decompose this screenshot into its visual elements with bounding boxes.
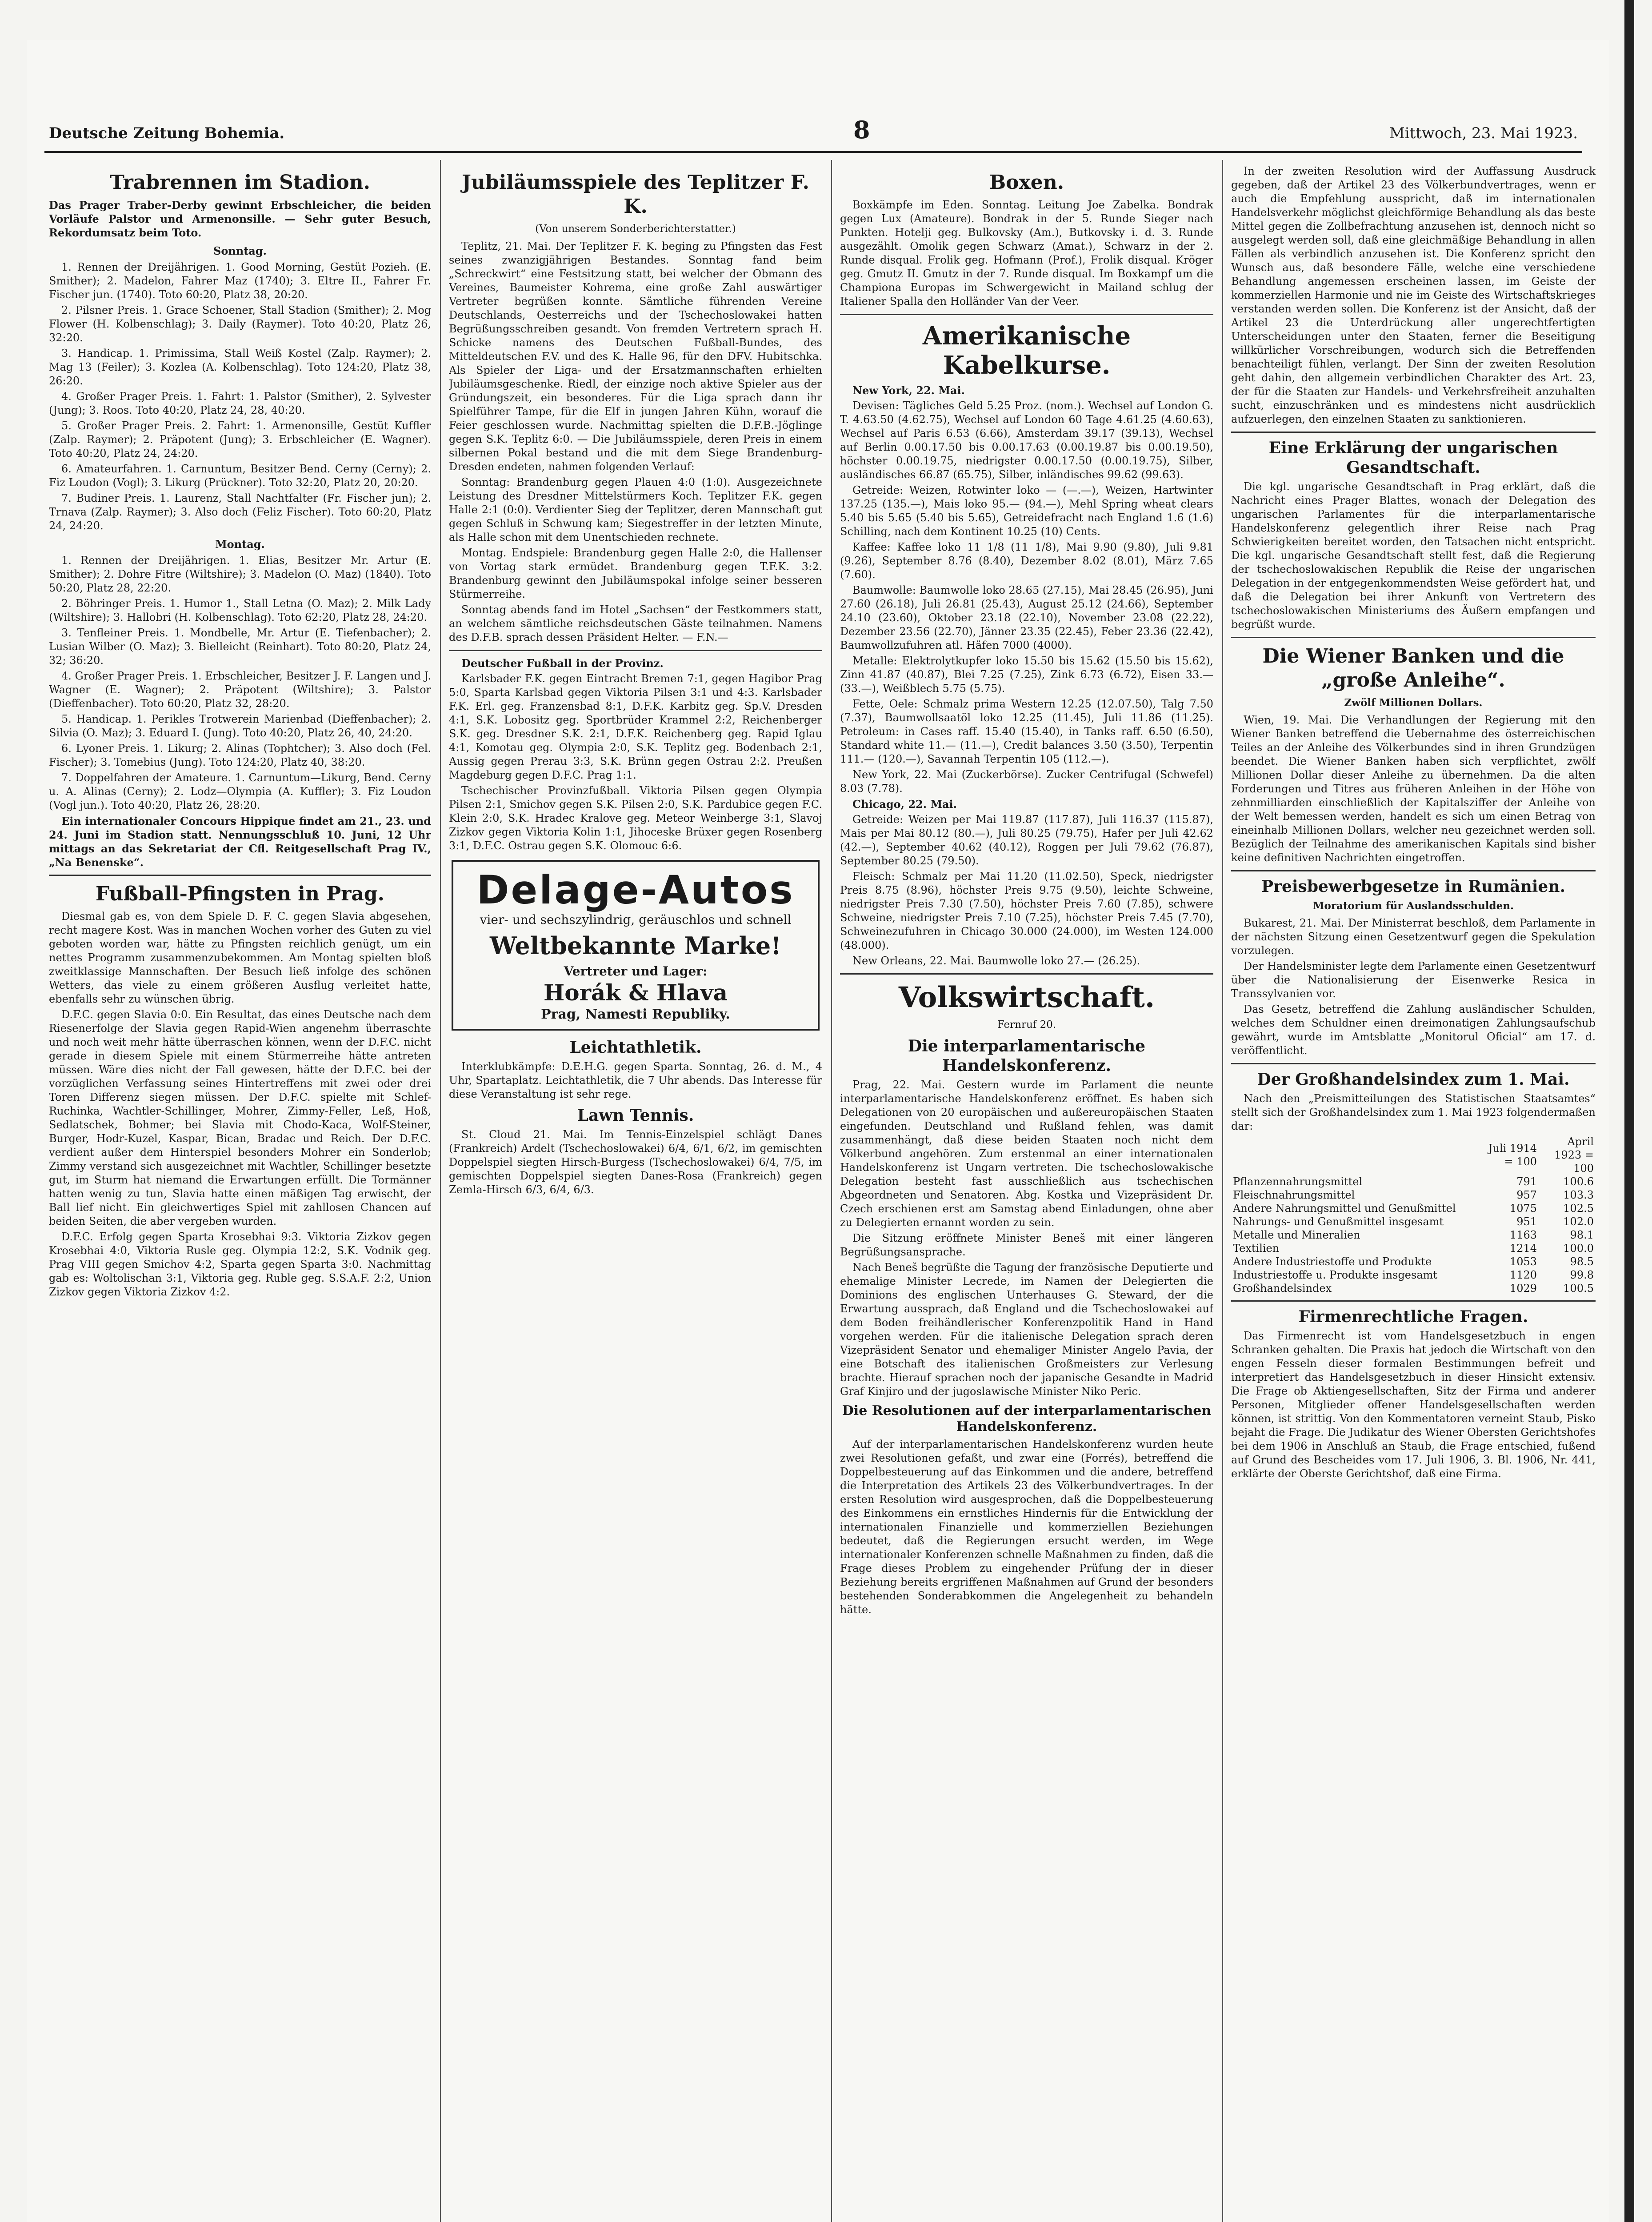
race-result: 6. Amateurfahren. 1. Carnuntum, Besitzer Bend. Cerny (Cerny); 2. Fiz Loudon (Vogl); 3. Likurg (Prückner). Toto 32:20, Platz 20, 20:20. [49,463,431,489]
issue-date: Mittwoch, 23. Mai 1923. [1389,124,1578,142]
column-3 [840,164,1213,2222]
table-cell: 102.0 [1563,1215,1594,1228]
market-paragraph: New Orleans, 22. Mai. Baumwolle loko 27.— (26.25). [852,955,1140,967]
headline-fussball-pfingsten: Fußball-Pfingsten in Prag. [96,883,384,905]
headline-volkswirtschaft: Volkswirtschaft. [898,981,1155,1014]
table-cell: Nahrungs- und Genußmittel insgesamt [1233,1215,1444,1228]
day-heading-monday: Montag. [215,538,265,551]
race-result: 7. Budiner Preis. 1. Laurenz, Stall Nachtfalter (Fr. Fischer jun); 2. Trnava (Zalp. Raymer); 3. Also doch (Feliz Fischer). Toto 60:20, Platz 24, 24:20. [49,492,431,532]
article-paragraph: Die Sitzung eröffnete Minister Beneš mit einer längeren Begrüßungsansprache. [840,1232,1213,1258]
page-number: 8 [853,116,870,144]
table-cell: 100.0 [1563,1242,1594,1255]
masthead [27,116,1609,147]
race-result: 5. Großer Prager Preis. 2. Fahrt: 1. Armenonsille, Gestüt Kuffler (Zalp. Raymer); 2. Präpotent (Jung); 3. Erbschleicher (E. Wagner). Toto 40:20, Platz 24, 24:20. [49,420,431,460]
advertisement-delage [452,860,820,1031]
headline-wiener-banken: Die Wiener Banken und die „große Anleihe“. [1262,645,1564,691]
article-paragraph: Montag. Endspiele: Brandenburg gegen Halle 2:0, die Hallenser von Vortag stark ermüdet. Brandenburg gegen T.F.K. 3:2. Brandenburg gewinnt den Jubiläumspokal infolge seiner besseren Stürmerreihe. [449,547,822,600]
headline-jubilaeum: Jubiläumsspiele des Teplitzer F. K. [462,171,809,218]
table-cell: Pflanzennahrungsmittel [1233,1175,1363,1188]
race-result: 4. Großer Prager Preis. 1. Fahrt: 1. Palstor (Smither), 2. Sylvester (Jung); 3. Roos. Toto 40:20, Platz 24, 28, 40:20. [49,390,431,416]
article-paragraph: Sonntag abends fand im Hotel „Sachsen“ der Festkommers statt, an welchem sämtliche reichsdeutschen Gäste teilnahmen. Namens des D.F.B. sprach dessen Präsident Helter. — F.N.— [449,603,822,643]
headline-leichtathletik: Leichtathletik. [569,1038,702,1057]
column-4 [1231,164,1596,2222]
section-rule [449,650,822,651]
table-cell: Andere Nahrungsmittel und Genußmittel [1233,1202,1456,1215]
table-row [1231,1215,1596,1228]
ad-rep-label: Vertreter und Lager: [564,964,708,979]
article-paragraph: Bukarest, 21. Mai. Der Ministerrat beschloß, dem Parlamente in der nächsten Sitzung einen Gesetzentwurf gegen die Spekulation vorzulegen. [1231,917,1596,957]
table-cell: 1120 [1509,1269,1537,1281]
race-result: 5. Handicap. 1. Perikles Trotwerein Marienbad (Dieffenbacher); 2. Silvia (O. Maz); 3. Eduard I. (Jung). Toto 40:20, Platz 26, 40, 24:20. [49,713,431,739]
table-cell: 103.3 [1563,1189,1594,1201]
table-cell: 100.6 [1563,1175,1594,1188]
section-rule [840,314,1213,315]
section-rule [1231,1063,1596,1064]
race-result: 4. Großer Prager Preis. 1. Erbschleicher, Besitzer J. F. Langen und J. Wagner (E. Wagner); 2. Präpotent (Wiltshire); 3. Palstor (Dieffenbacher). Toto 60:20, Platz 32, 28:20. [49,670,431,710]
article-paragraph: Wien, 19. Mai. Die Verhandlungen der Regierung mit den Wiener Banken betreffend die Uebernahme des österreichischen Teiles an der Anleihe des Völkerbundes sind in ihren Grundzügen beendet. Die Wiener Banken haben sich verpflichtet, zwölf Millionen Dollar dieser Anleihe zu übernehmen. Da die alten Forderungen und Titres aus früheren Anleihen in der Höhe von zehnmilliarden einschließlich der Kapitalsziffer der Anleihe von der Welt bemessen werden, handelt es sich um einen Betrag von eineinhalb Millionen Dollars, welcher neu gezeichnet werden soll. Bezüglich der Teilnahme des amerikanischen Kapitals sind bisher keine definitiven Nachrichten eingetroffen. [1231,714,1596,864]
table-cell: 100.5 [1563,1282,1594,1295]
table-cell: 1029 [1509,1282,1537,1295]
page-edge [1624,0,1634,2222]
dateline: New York, 22. Mai. [852,384,965,397]
article-paragraph: Karlsbader F.K. gegen Eintracht Bremen 7:1, gegen Hagibor Prag 5:0, Sparta Karlsbad gegen Viktoria Pilsen 3:1 und 4:3. Karlsbader F.K. Erl. geg. Franzensbad 8:1, D.F.K. Karbitz geg. Sp.V. Dresden 4:1, S.K. Lobositz geg. Sportbrüder Krammel 2:2, Reichenberger S.K. geg. Dresdner S.K. 2:1, D.F.K. Reichenberg geg. Rapid Iglau 4:1, Komotau geg. Olympia 2:0, S.K. Teplitz geg. Bodenbach 2:1, Aussig gegen Prerau 3:3, S.K. Brünn gegen Ostrau 2:2. Preußen Magdeburg gegen D.F.C. Prag 1:1. [449,672,822,781]
table-cell: 1163 [1509,1229,1537,1241]
market-paragraph: Fleisch: Schmalz per Mai 11.20 (11.02.50), Speck, niedrigster Preis 8.75 (8.96), höchster Preis 9.75 (9.50), leichte Schweine, niedrigster Preis 7.30 (7.50), höchster Preis 7.60 (7.85), schwere Schweine, niedrigster Preis 7.10 (7.25), höchster Preis 7.45 (7.70), Schweinezufuhren in Chicago 30.000 (24.000), im Westen 124.000 (48.000). [840,870,1213,951]
headline-grosshandelsindex: Der Großhandelsindex zum 1. Mai. [1257,1070,1570,1089]
section-rule [840,973,1213,975]
article-paragraph: Sonntag: Brandenburg gegen Plauen 4:0 (1:0). Ausgezeichnete Leistung des Dresdner Mittelstürmers Koch. Teplitzer F.K. gegen Halle 2:1 (0:0). Verdienter Sieg der Teplitzer, deren Mannschaft gut gegen Schluß in Schwung kam; Siegestreffer in der letzten Minute, als Halle schon mit dem Unentschieden rechnete. [449,476,822,544]
article-paragraph: Diesmal gab es, von dem Spiele D. F. C. gegen Slavia abgesehen, recht magere Kost. Was in manchen Wochen vorher des Guten zu viel geboten worden war, hätte zu Pfingsten reichlich genügt, um ein nettes Programm zusammenzubekommen. Am Montag spielten bloß zweitklassige Mannschaften. Der Besuch ließ infolge des schönen Wetters, das viele zu einem größeren Ausflug verleitet hatte, ebenfalls sehr zu wünschen übrig. [49,910,431,1005]
race-result: 1. Rennen der Dreijährigen. 1. Elias, Besitzer Mr. Artur (E. Smither); 2. Dohre Fitre (Wiltshire); 3. Madelon (O. Maz) (1840). Toto 50:20, Platz 28, 22:20. [49,554,431,594]
section-rule [1231,637,1596,638]
headline-resolutionen: Die Resolutionen auf der interparlamentarischen Handelskonferenz. [842,1403,1212,1435]
ad-slogan: Weltbekannte Marke! [490,931,781,960]
article-paragraph: Das Firmenrecht ist vom Handelsgesetzbuch in engen Schranken gehalten. Die Praxis hat jedoch die Wirtschaft von den engen Fesseln dieser formalen Bestimmungen befreit und interpretiert das Handelsgesetzbuch in dieser Hinsicht extensiv. Die Frage ob Aktiengesellschaften, Sitz der Firma und anderer Personen, Mitglieder offener Handelsgesellschaften werden können, ist strittig. Von den Kommentatoren verneint Staub, Pisko bejaht die Frage. Die Judikatur des Wiener Obersten Gerichtshofes bei dem 1906 in Anschluß an Staub, die Frage entschied, fußend auf Grund des Bescheides vom 17. Juli 1906, 3. Bl. 1906, Nr. 441, erklärte der Oberste Gerichtshof, daß eine Firma. [1231,1330,1596,1480]
table-row [1231,1202,1596,1215]
article-paragraph: Das Gesetz, betreffend die Zahlung ausländischer Schulden, welches dem Schuldner einen dreimonatigen Zahlungsaufschub gewährt, wurde im Amtsblatte „Monitorul Oficial“ am 17. d. veröffentlicht. [1231,1003,1596,1057]
headline-firmenrecht: Firmenrechtliche Fragen. [1298,1307,1528,1326]
column-separator [1222,160,1223,2222]
headline-kabelkurse: Amerikanische Kabelkurse. [922,321,1131,380]
dateline: Chicago, 22. Mai. [852,798,957,811]
table-header-cell: April 1923 = 100 [1554,1135,1594,1175]
table-cell: 102.5 [1563,1202,1594,1215]
headline-handelskonferenz: Die interparlamentarische Handelskonferenz. [908,1037,1146,1075]
article-paragraph: Nach den „Preismitteilungen des Statistischen Staatsamtes“ stellt sich der Großhandelsindex zum 1. Mai 1923 folgendermaßen dar: [1231,1092,1596,1132]
market-paragraph: Fette, Oele: Schmalz prima Western 12.25 (12.07.50), Talg 7.50 (7.37), Baumwollsaatöl loko 12.25 (11.45), Juli 11.86 (11.25). Petroleum: in Cases raff. 15.40 (15.40), in Tanks raff. 6.50 (6.50), Standard white 11.— (11.—), Credit balances 3.50 (3.50), Terpentin 111.— (120.—), Savannah Terpentin 105 (112.—). [840,698,1213,765]
race-result: 2. Pilsner Preis. 1. Grace Schoener, Stall Stadion (Smither); 2. Mog Flower (H. Kolbenschlag); 3. Daily (Raymer). Toto 40:20, Platz 26, 32:20. [49,304,431,344]
headline-trabrennen: Trabrennen im Stadion. [110,171,370,194]
headline-lawn-tennis: Lawn Tennis. [577,1106,694,1125]
lead-trabrennen: Das Prager Traber-Derby gewinnt Erbschleicher, die beiden Vorläufe Palstor und Armenonsille. — Sehr guter Besuch, Rekordumsatz beim Toto. [49,199,431,239]
newspaper-page [27,40,1609,2222]
article-paragraph: Auf der interparlamentarischen Handelskonferenz wurden heute zwei Resolutionen gefaßt, und zwar eine (Forrés), betreffend die Doppelbesteuerung auf das Einkommen und die andere, betreffend die Interpretation des Artikels 23 des Völkerbundvertrages. In der ersten Resolution wird ausgesprochen, daß die Doppelbesteuerung des Einkommens ein ernstliches Hindernis für die Entwicklung der internationalen Finanzielle und kommerziellen Beziehungen bedeutet, daß die Regierungen ersucht werden, im Wege internationaler Konferenzen schnelle Maßnahmen zu finden, daß die Frage dieses Problem zu eingehender Prüfung der in dieser Beziehung bereits ergriffenen Maßnahmen auf Grund der besonders bestehenden Sonderabkommen die Angelegenheit zu behandeln hätte. [840,1438,1213,1616]
article-paragraph: D.F.C. Erfolg gegen Sparta Krosebhai 9:3. Viktoria Zizkov gegen Krosebhai 4:0, Viktoria Rusle geg. Olympia 12:2, S.K. Vodnik geg. Prag VIII gegen Smichov 4:2, Sparta gegen Sparta 3:0. Nachmittag gab es: Woltolischan 3:1, Viktoria geg. Ruble geg. S.S.A.F. 2:2, Union Zizkov gegen Viktoria Zizkov 4:2. [49,1231,431,1298]
header-rule [44,151,1582,153]
section-rule [49,875,431,876]
table-row [1231,1175,1596,1188]
headline-ungarn: Eine Erklärung der ungarischen Gesandtschaft. [1268,439,1558,477]
table-cell: Fleischnahrungsmittel [1233,1189,1355,1201]
table-row [1231,1255,1596,1268]
article-paragraph: Teplitz, 21. Mai. Der Teplitzer F. K. beging zu Pfingsten das Fest seines zwanzigjährigen Bestandes. Sonntag fand beim „Schreckwirt“ eine Festsitzung statt, bei welcher der Obmann des Vereines, Baumeister Kohrema, eine große Zahl auswärtiger Vertreter begrüßen konnte. Sämtliche führenden Vereine Deutschlands, Oesterreichs und der Tschechoslowakei hatten Begrüßungsschreiben gesandt. Von fremden Vertretern sprach H. Schicke namens des Deutschen Fußball-Bundes, des Mitteldeutschen F.V. und des K. Halle 96, für den DFV. Hubitschka. Als Spieler der Liga- und der Ersatzmannschaften erhielten Jubiläumsgeschenke. Riedl, der einzige noch aktive Spieler aus der Gründungszeit, ein besonderes. Für die Liga sprach dann ihr Spielführer Tampe, für die Elf in jungen Jahren Kühn, worauf die Feier geschlossen wurde. Nachmittag spielten die D.F.B.-Jöglinge gegen S.K. Teplitz 6:0. — Die Jubiläumsspiele, deren Preis in einem silbernen Pokal bestand und die mit dem Siege Brandenburg-Dresden endeten, nahmen folgenden Verlauf: [449,240,822,473]
table-header-row [1231,1135,1596,1175]
table-cell: Großhandelsindex [1233,1282,1332,1295]
table-cell: Andere Industriestoffe und Produkte [1233,1255,1432,1268]
paper-title: Deutsche Zeitung Bohemia. [49,124,285,142]
table-cell: Industriestoffe u. Produkte insgesamt [1233,1269,1438,1281]
section-rule [1231,432,1596,433]
table-cell: 99.8 [1570,1269,1594,1281]
article-paragraph: In der zweiten Resolution wird der Auffassung Ausdruck gegeben, daß der Artikel 23 des Völkerbundvertrages, wenn er auch die Empfehlung ausspricht, daß im internationalen Handelsverkehr möglichst gleichförmige Behandlung als das beste Mittel gegen die Zollbefrachtung anzusehen ist, dennoch nicht so ausgelegt werden soll, daß eine gleichmäßige Behandlung in allen Fällen als verbindlich anzusehen ist. Die Konferenz spricht den Wunsch aus, daß besondere Fälle, welche eine verschiedene Behandlung angemessen erscheinen lassen, im Geiste der kommerziellen Harmonie und nie im Geiste des Wirtschaftskrieges verstanden werden sollen. Die Konferenz ist der Ansicht, daß der Artikel 23 die Unterdrückung aller ungerechtfertigten Unterscheidungen unter den Staaten, ferner die Beseitigung willkürlicher Vorschreibungen, wodurch sich die Betreffenden benachteiligt fühlen, verlangt. Der Sinn der zweiten Resolution geht dahin, den allgemein verbindlichen Charakter des Art. 23, der für die Staaten zur Handels- und Verkehrsfreiheit anzuhalten sucht, einzuschränken und es mindestens nicht ausdrücklich aufzuerlegen, den einzelnen Staaten zu sanktionieren. [1231,165,1596,425]
column-separator [831,160,832,2222]
column-1 [49,164,431,2222]
market-paragraph: Kaffee: Kaffee loko 11 1/8 (11 1/8), Mai 9.90 (9.80), Juli 9.81 (9.26), September 8.76 (8.40), Dezember 8.02 (8.01), März 7.65 (7.60). [840,541,1213,581]
race-result: 1. Rennen der Dreijährigen. 1. Good Morning, Gestüt Pozieh. (E. Smither); 2. Madelon, Fahrer Maz (1740); 3. Eltre II., Fahrer Fr. Fischer jun. (1740). Toto 60:20, Platz 38, 20:20. [49,261,431,301]
table-cell: 791 [1516,1175,1537,1188]
table-cell: 1075 [1509,1202,1537,1215]
race-result: 3. Handicap. 1. Primissima, Stall Weiß Kostel (Zalp. Raymer); 2. Mag 13 (Feiler); 3. Kozlea (A. Kolbenschlag). Toto 124:20, Platz 38, 26:20. [49,347,431,387]
phone-line: Fernruf 20. [997,1019,1056,1031]
race-result: 6. Lyoner Preis. 1. Likurg; 2. Alinas (Tophtcher); 3. Also doch (Fel. Fischer); 3. Tomebius (Jung). Toto 124:20, Platz 40, 38:20. [49,742,431,768]
table-header-cell: Juli 1914 = 100 [1488,1142,1537,1168]
column-separator [440,160,441,2222]
ad-tagline: vier- und sechszylindrig, geräuschlos und schnell [480,912,792,927]
column-2 [449,164,822,2222]
market-paragraph: Devisen: Tägliches Geld 5.25 Proz. (nom.). Wechsel auf London G. T. 4.63.50 (4.62.75), Wechsel auf London 60 Tage 4.61.25 (4.60.63), Wechsel auf Paris 6.53 (6.66), Amsterdam 39.17 (39.13), Wechsel auf Berlin 0.00.17.50 bis 0.00.17.63 (0.00.19.87 bis 0.00.19.50), höchster 0.00.19.75, niedrigster 0.00.17.50 (0.00.19.75), Silber, ausländisches 66.87 (65.75), Silber, inländisches 99.62 (99.63). [840,400,1213,481]
table-row [1231,1188,1596,1202]
table-row [1231,1268,1596,1282]
table-cell: Textilien [1233,1242,1280,1255]
table-header-cell [1231,1135,1482,1175]
ad-address: Prag, Namesti Republiky. [541,1007,730,1022]
table-cell: 98.1 [1570,1229,1594,1241]
market-paragraph: Baumwolle: Baumwolle loko 28.65 (27.15), Mai 28.45 (26.95), Juni 27.60 (26.18), Juli 26.81 (25.43), August 25.12 (24.66), September 24.10 (23.60), Oktober 23.18 (22.10), November 23.08 (22.22), Dezember 23.56 (22.70), Jänner 23.35 (22.45), Feber 23.36 (22.42), Baumwollzufuhren atl. Häfen 7000 (4000). [840,584,1213,651]
concours-note: Ein internationaler Concours Hippique findet am 21., 23. und 24. Juni im Stadion statt. Nennungsschluß 10. Juni, 12 Uhr mittags an das Sekretariat der Cfl. Reitgesellschaft Prag IV., „Na Benenske“. [49,815,431,869]
table-cell: 1214 [1509,1242,1537,1255]
table-cell: 957 [1516,1189,1537,1201]
article-paragraph: Die kgl. ungarische Gesandtschaft in Prag erklärt, daß die Nachricht eines Prager Blattes, wonach der Delegation des ungarischen Parlamentes für die interparlamentarische Handelskonferenz gelegentlich ihrer Reise nach Prag Schwierigkeiten bereitet worden, den Tatsachen nicht entspricht. Die kgl. ungarische Gesandtschaft stellt fest, daß die Regierung der tschechoslowakischen Republik die Reise der ungarischen Delegation in der entgegenkommendsten Weise gefördert hat, und daß die Delegation bei ihrer Ankunft von Vertretern des tschechoslowakischen Ministeriums des Äußern empfangen und begrüßt wurde. [1231,480,1596,631]
subhead-moratorium: Moratorium für Auslandsschulden. [1313,900,1514,912]
index-table [1231,1135,1596,1295]
table-cell: 951 [1516,1215,1537,1228]
subhead-dollars: Zwölf Millionen Dollars. [1344,697,1483,709]
section-rule [1231,870,1596,871]
article-paragraph: Interklubkämpfe: D.E.H.G. gegen Sparta. Sonntag, 26. d. M., 4 Uhr, Spartaplatz. Leichtathletik, die 7 Uhr abends. Das Interesse für diese Veranstaltung ist sehr rege. [449,1060,822,1100]
ad-firm: Horák & Hlava [543,979,728,1006]
race-result: 3. Tenfleiner Preis. 1. Mondbelle, Mr. Artur (E. Tiefenbacher); 2. Lusian Wilber (O. Maz); 3. Bielleicht (Reinhart). Toto 80:20, Platz 24, 32; 36:20. [49,627,431,667]
table-row [1231,1228,1596,1242]
table-row [1231,1282,1596,1295]
race-result: 2. Böhringer Preis. 1. Humor 1., Stall Letna (O. Maz); 2. Milk Lady (Wiltshire); 3. Hallobri (H. Kolbenschlag). Toto 62:20, Platz 28, 24:20. [49,597,431,623]
table-row [1231,1242,1596,1255]
subhead-provinz: Deutscher Fußball in der Provinz. [461,657,664,670]
table-cell: Metalle und Mineralien [1233,1229,1360,1241]
article-paragraph: Tschechischer Provinzfußball. Viktoria Pilsen gegen Olympia Pilsen 2:1, Smichov gegen S.K. Pilsen 2:0, S.K. Pardubice gegen F.C. Klein 2:0, S.K. Hradec Kralove geg. Meteor Weinberge 3:1, Slavoj Zizkov gegen Viktoria Kolin 1:1, Jihoceske Brüxer gegen Rosenberg 3:1, D.F.C. Ostrau gegen S.K. Olomouc 6:6. [449,784,822,852]
byline: (Von unserem Sonderberichterstatter.) [535,223,736,235]
section-rule [1231,1300,1596,1302]
market-paragraph: Getreide: Weizen, Rotwinter loko — (—.—), Weizen, Hartwinter 137.25 (135.—), Mais loko 95.— (94.—), Mehl Spring wheat clears 5.40 bis 5.65 (5.40 bis 5.65), Getreidefracht nach England 1.6 (1.6) Schilling, nach dem Kontinent 10.25 (10) Cents. [840,484,1213,538]
table-cell: 1053 [1509,1255,1537,1268]
article-paragraph: Boxkämpfe im Eden. Sonntag. Leitung Joe Zabelka. Bondrak gegen Lux (Amateure). Bondrak in der 5. Runde Sieger nach Punkten. Hotelji geg. Bulkovsky (Am.), Butkovsky i. d. 3. Runde ausgezählt. Omolik gegen Schwarz (Amat.), Schwarz in der 2. Runde disqual. Frolik geg. Hofmann (Prof.), Frolik disqual. Kröger geg. Gmutz II. Gmutz in der 7. Runde disqual. Im Boxkampf um die Championa Europas im Schwergewicht in Mailand schlug der Italiener Spalla den Holländer Van der Veer. [840,199,1213,308]
article-paragraph: D.F.C. gegen Slavia 0:0. Ein Resultat, das eines Deutsche nach dem Riesenerfolge der Slavia gegen Rapid-Wien angenehm überraschte und noch weit mehr hätte überraschen können, wenn der D.F.C. nicht gerade in diesem Spiele mit einem Stürmerreihe hätte antreten müssen. Wäre dies nicht der Fall gewesen, hätte der D.F.C. bei der vorzüglichen Verfassung seines Hintertreffens mit zwei oder drei Toren Differenz siegen müssen. Der D.F.C. spielte mit Schlef-Ruchinka, Wachtler-Schillinger, Mohrer, Zimmy-Feller, Leß, Hoß, Sedlatschek, Bohmer; bei Slavia mit Chodo-Kaca, Wolf-Steiner, Burger, Hodr-Kuzel, Kaspar, Bican, Bradac und Reich. Der D.F.C. verdient außer dem Hinterspiel besonders Mohrer ein Sonderlob; Zimmy verstand sich ausgezeichnet mit Wachtler, Schillinger besetzte gut, im Sturm hat niemand die Erwartungen erfüllt. Die Tormänner hatten wenig zu tun, Slavia hatte einen mäßigen Tag erwischt, der Ball lief nicht. Ein gleichwertiges Spiel mit zahllosen Chancen auf beiden Seiten, die aber vergeben wurden. [49,1008,431,1227]
race-result: 7. Doppelfahren der Amateure. 1. Carnuntum—Likurg, Bend. Cerny u. A. Alinas (Cerny); 2. Lodz—Olympia (A. Kuffler); 3. Fiz Loudon (Vogl jun.). Toto 40:20, Platz 26, 28:20. [49,771,431,811]
article-paragraph: St. Cloud 21. Mai. Im Tennis-Einzelspiel schlägt Danes (Frankreich) Ardelt (Tschechoslowakei) 6/4, 6/1, 6/2, im gemischten Doppelspiel siegten Hirsch-Burgess (Tschechoslowakei) 6/4, 7/5, im gemischten Doppelspiel siegten Danes-Rosa (Frankreich) gegen Zemla-Hirsch 6/3, 6/4, 6/3. [449,1128,822,1196]
table-cell: 98.5 [1570,1255,1594,1268]
article-paragraph: Prag, 22. Mai. Gestern wurde im Parlament die neunte interparlamentarische Handelskonferenz eröffnet. Es haben sich Delegationen von 20 europäischen und außereuropäischen Staaten eingefunden. Deutschland und Rußland fehlen, was damit zusammenhängt, daß diese beiden Staaten noch nicht dem Völkerbund angehören. Zum erstenmal an einer internationalen Handelskonferenz ist Ungarn vertreten. Die tschechoslowakische Delegation besteht fast ausschließlich aus tschechischen Abgeordneten und Senatoren. Abg. Kostka und Vizepräsident Dr. Czech erschienen erst am Samstag abend Einladungen, ohne aber zu Delegierten ernannt worden zu sein. [840,1079,1213,1229]
ad-brand: Delage-Autos [476,867,795,913]
market-paragraph: Metalle: Elektrolytkupfer loko 15.50 bis 15.62 (15.50 bis 15.62), Zinn 41.87 (40.87), Blei 7.25 (7.25), Zink 6.73 (6.72), Eisen 33.— (33.—), Weißblech 5.75 (5.75). [840,655,1213,695]
headline-rumaenien: Preisbewerbgesetze in Rumänien. [1261,877,1566,896]
day-heading-sunday: Sonntag. [213,244,267,257]
article-paragraph: Der Handelsminister legte dem Parlamente einen Gesetzentwurf über die Nationalisierung der Eisenwerke Resica in Transsylvanien vor. [1231,960,1596,1000]
headline-boxen: Boxen. [989,171,1064,194]
article-paragraph: Nach Beneš begrüßte die Tagung der französische Deputierte und ehemalige Minister Lecrede, im Namen der Delegierten die Dominions des englischen Unterhauses G. Steward, der die Erwartung aussprach, daß England und die Tschechoslowakei auf dem Boden freihändlerischer Konferenzpolitik Hand in Hand vorgehen werden. Für die italienische Delegation sprach deren Vizepräsident Senator und ehemaliger Minister Angelo Pavia, der eine Botschaft des italienischen Großmeisters zur Verlesung brachte. Hierauf sprachen noch der japanische Gesandte in Madrid Graf Kinjiro und der jugoslawische Minister Niko Peric. [840,1261,1213,1398]
market-paragraph: Getreide: Weizen per Mai 119.87 (117.87), Juli 116.37 (115.87), Mais per Mai 80.12 (80.—), Juli 80.25 (79.75), Hafer per Juli 42.62 (42.—), September 40.62 (40.12), Roggen per Juli 79.62 (76.87), September 80.25 (79.50). [840,813,1213,867]
market-paragraph: New York, 22. Mai (Zuckerbörse). Zucker Centrifugal (Schwefel) 8.03 (7.78). [840,768,1213,795]
